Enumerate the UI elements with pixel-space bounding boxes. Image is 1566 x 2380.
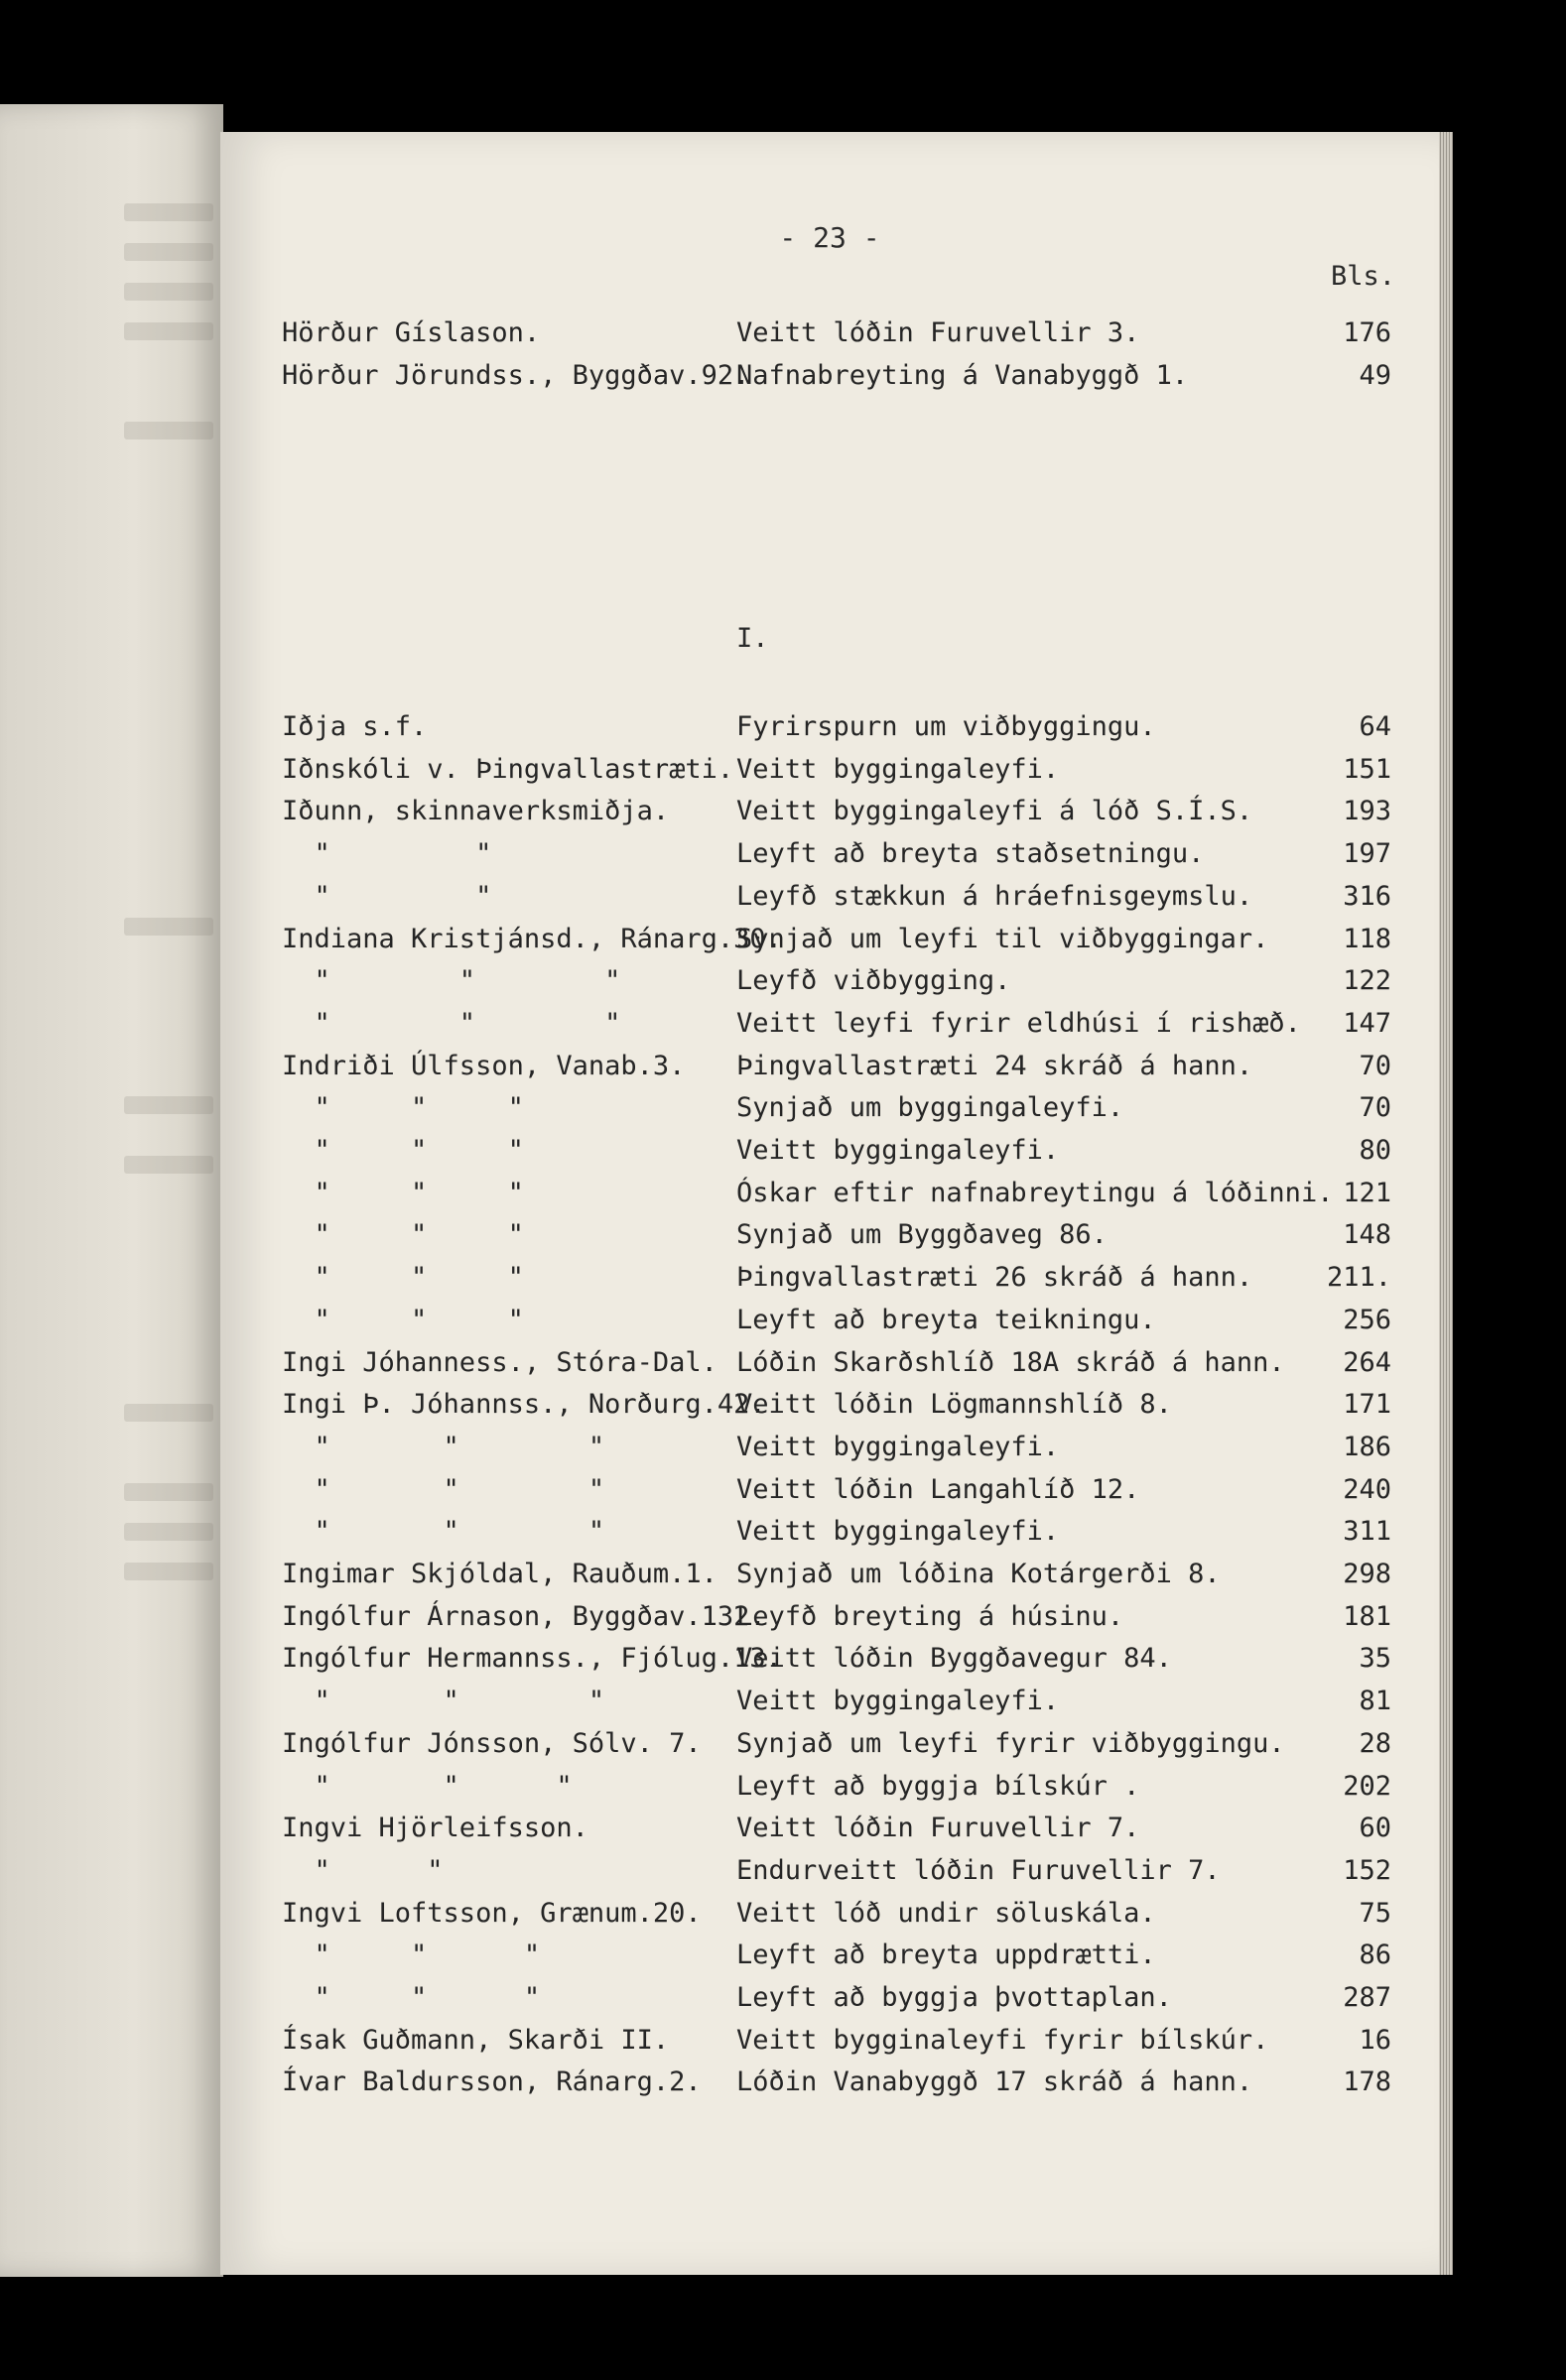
entry-name: Iðunn, skinnaverksmiðja. [282, 796, 670, 827]
entry-page-ref: 80 [1359, 1135, 1391, 1166]
entry-name: Ingvi Hjörleifsson. [282, 1813, 588, 1844]
index-entry-row [220, 1131, 1439, 1171]
entry-name: Ingvi Loftsson, Grænum.20. [282, 1897, 702, 1929]
entry-name: Indiana Kristjánsd., Ránarg.30. [282, 923, 782, 954]
entry-page-ref: 86 [1359, 1940, 1391, 1971]
entry-name: Hörður Jörundss., Byggðav.92. [282, 359, 750, 391]
entry-page-ref: 176 [1343, 317, 1391, 348]
index-entry-row [220, 707, 1439, 747]
entry-description: Fyrirspurn um viðbyggingu. [736, 711, 1156, 742]
entry-description: Veitt leyfi fyrir eldhúsi í rishæð. [736, 1007, 1301, 1039]
index-entry-row [220, 1088, 1439, 1128]
entry-description: Veitt lóðin Furuvellir 7. [736, 1813, 1140, 1844]
entry-name: " " " [282, 1770, 573, 1802]
entry-name: " " " [282, 1219, 524, 1251]
entry-name: Ísak Guðmann, Skarði II. [282, 2024, 670, 2056]
index-entry-row [220, 1724, 1439, 1764]
index-entry-row [220, 1004, 1439, 1044]
index-entry-row [220, 920, 1439, 959]
entry-description: Leyft að breyta teikningu. [736, 1304, 1156, 1335]
show-through-text [124, 1096, 213, 1114]
entry-page-ref: 193 [1343, 796, 1391, 827]
entry-description: Óskar eftir nafnabreytingu á lóðinni. [736, 1177, 1334, 1208]
index-entry-row [220, 1894, 1439, 1934]
entry-description: Leyft að breyta uppdrætti. [736, 1940, 1156, 1971]
show-through-text [124, 1404, 213, 1422]
show-through-text [124, 1483, 213, 1501]
index-entry-row [220, 1428, 1439, 1467]
index-entry-row [220, 1936, 1439, 1975]
entry-page-ref: 186 [1343, 1431, 1391, 1462]
entry-page-ref: 147 [1343, 1007, 1391, 1039]
entry-name: " " [282, 880, 492, 912]
entry-description: Leyft að byggja þvottaplan. [736, 1982, 1172, 2013]
entry-description: Veitt lóðin Byggðavegur 84. [736, 1643, 1172, 1675]
index-entry-row [220, 1258, 1439, 1298]
entry-description: Endurveitt lóðin Furuvellir 7. [736, 1854, 1221, 1886]
index-entry-row [220, 1385, 1439, 1425]
show-through-text [124, 203, 213, 221]
index-entry-row [220, 1047, 1439, 1086]
show-through-text [124, 243, 213, 261]
index-entry-row [220, 1639, 1439, 1679]
entry-description: Veitt byggingaleyfi. [736, 1516, 1060, 1548]
entry-description: Leyft að breyta staðsetningu. [736, 838, 1205, 870]
entry-name: Ingólfur Jónsson, Sólv. 7. [282, 1727, 702, 1759]
index-entry-row [220, 1174, 1439, 1213]
entry-page-ref: 151 [1343, 753, 1391, 785]
entry-page-ref: 240 [1343, 1473, 1391, 1505]
entry-description: Synjað um Byggðaveg 86. [736, 1219, 1108, 1251]
entry-page-ref: 152 [1343, 1854, 1391, 1886]
entry-page-ref: 178 [1343, 2067, 1391, 2098]
index-entry-row [220, 1978, 1439, 2018]
entry-description: Synjað um byggingaleyfi. [736, 1092, 1124, 1124]
page-number: - 23 - [779, 221, 880, 254]
entry-page-ref: 311 [1343, 1516, 1391, 1548]
entry-description: Leyfð stækkun á hráefnisgeymslu. [736, 880, 1253, 912]
index-entry-row [220, 792, 1439, 831]
show-through-text [124, 918, 213, 936]
entry-page-ref: 256 [1343, 1304, 1391, 1335]
entry-name: Ingólfur Árnason, Byggðav.132. [282, 1600, 766, 1632]
entry-page-ref: 70 [1359, 1050, 1391, 1081]
index-entry-row [220, 2063, 1439, 2102]
entry-page-ref: 35 [1359, 1643, 1391, 1675]
show-through-text [124, 1523, 213, 1541]
entry-description: Lóðin Skarðshlíð 18A skráð á hann. [736, 1346, 1285, 1378]
entry-name: Indriði Úlfsson, Vanab.3. [282, 1050, 686, 1081]
entry-page-ref: 264 [1343, 1346, 1391, 1378]
index-entry-row [220, 1767, 1439, 1807]
index-entry-row [220, 356, 1439, 396]
show-through-text [124, 322, 213, 340]
entry-page-ref: 64 [1359, 711, 1391, 742]
entry-page-ref: 181 [1343, 1600, 1391, 1632]
entry-description: Synjað um leyfi fyrir viðbyggingu. [736, 1727, 1285, 1759]
entry-name: Ívar Baldursson, Ránarg.2. [282, 2067, 702, 2098]
entry-description: Veitt byggingaleyfi. [736, 753, 1060, 785]
index-entry-row [220, 1215, 1439, 1255]
entry-name: " " " [282, 1135, 524, 1166]
entry-name: " " [282, 838, 492, 870]
entry-description: Veitt byggingaleyfi. [736, 1135, 1060, 1166]
entry-name: " " " [282, 1304, 524, 1335]
page-column-header: Bls. [1330, 261, 1395, 292]
entry-name: " " " [282, 1473, 605, 1505]
entry-description: Synjað um leyfi til viðbyggingar. [736, 923, 1269, 954]
entry-description: Þingvallastræti 26 skráð á hann. [736, 1262, 1253, 1294]
entry-description: Leyft að byggja bílskúr . [736, 1770, 1140, 1802]
index-entry-row [220, 877, 1439, 917]
entry-page-ref: 49 [1359, 359, 1391, 391]
entry-name: " " " [282, 1940, 541, 1971]
entry-description: Lóðin Vanabyggð 17 skráð á hann. [736, 2067, 1253, 2098]
entry-page-ref: 75 [1359, 1897, 1391, 1929]
entry-page-ref: 298 [1343, 1559, 1391, 1589]
entry-page-ref: 202 [1343, 1770, 1391, 1802]
entry-page-ref: 70 [1359, 1092, 1391, 1124]
entry-name: " " " [282, 1686, 605, 1717]
index-entry-row [220, 1851, 1439, 1891]
index-entry-row [220, 313, 1439, 353]
entry-description: Synjað um lóðina Kotárgerði 8. [736, 1559, 1221, 1589]
entry-name: Ingi Jóhanness., Stóra-Dal. [282, 1346, 718, 1378]
show-through-text [124, 1156, 213, 1174]
index-entry-row [220, 1512, 1439, 1552]
index-entry-row [220, 2021, 1439, 2061]
index-entry-row [220, 1343, 1439, 1383]
index-entry-row [220, 750, 1439, 790]
document-page [220, 132, 1439, 2275]
entry-description: Veitt bygginaleyfi fyrir bílskúr. [736, 2024, 1269, 2056]
entry-name: " " " [282, 1007, 621, 1039]
entry-description: Þingvallastræti 24 skráð á hann. [736, 1050, 1253, 1081]
entry-description: Nafnabreyting á Vanabyggð 1. [736, 359, 1189, 391]
show-through-text [124, 1563, 213, 1580]
entry-name: " " " [282, 1262, 524, 1294]
entry-page-ref: 122 [1343, 965, 1391, 997]
index-entry-row [220, 1682, 1439, 1721]
entry-description: Veitt lóðin Langahlíð 12. [736, 1473, 1140, 1505]
entry-description: Leyfð viðbygging. [736, 965, 1011, 997]
entry-description: Veitt byggingaleyfi. [736, 1431, 1060, 1462]
entry-description: Leyfð breyting á húsinu. [736, 1600, 1124, 1632]
entry-page-ref: 211. [1326, 1262, 1391, 1294]
section-letter: I. [736, 623, 769, 654]
entry-name: Ingólfur Hermannss., Fjólug.13. [282, 1643, 782, 1675]
index-entry-row [220, 1809, 1439, 1848]
entry-description: Veitt lóðin Furuvellir 3. [736, 317, 1140, 348]
index-entry-row [220, 1555, 1439, 1594]
entry-name: " " " [282, 1431, 605, 1462]
entry-name: Ingi Þ. Jóhannss., Norðurg.42. [282, 1389, 766, 1421]
show-through-text [124, 283, 213, 301]
entry-description: Veitt lóðin Lögmannshlíð 8. [736, 1389, 1172, 1421]
entry-name: Ingimar Skjóldal, Rauðum.1. [282, 1559, 718, 1589]
entry-name: " " " [282, 1982, 541, 2013]
entry-page-ref: 118 [1343, 923, 1391, 954]
entry-name: Hörður Gíslason. [282, 317, 541, 348]
facing-page [0, 104, 223, 2277]
entry-page-ref: 148 [1343, 1219, 1391, 1251]
index-entry-row [220, 834, 1439, 874]
entry-description: Veitt byggingaleyfi. [736, 1686, 1060, 1717]
entry-name: " " " [282, 1092, 524, 1124]
entry-page-ref: 287 [1343, 1982, 1391, 2013]
entry-page-ref: 171 [1343, 1389, 1391, 1421]
entry-name: " " " [282, 1516, 605, 1548]
index-entry-row [220, 961, 1439, 1001]
entry-page-ref: 316 [1343, 880, 1391, 912]
entry-name: " " [282, 1854, 444, 1886]
entry-name: Iðnskóli v. Þingvallastræti. [282, 753, 734, 785]
show-through-text [124, 422, 213, 439]
entry-page-ref: 121 [1343, 1177, 1391, 1208]
index-entry-row [220, 1301, 1439, 1340]
entry-name: Iðja s.f. [282, 711, 428, 742]
entry-description: Veitt byggingaleyfi á lóð S.Í.S. [736, 796, 1253, 827]
entry-page-ref: 28 [1359, 1727, 1391, 1759]
entry-page-ref: 60 [1359, 1813, 1391, 1844]
entry-page-ref: 16 [1359, 2024, 1391, 2056]
index-entry-row [220, 1470, 1439, 1510]
entry-name: " " " [282, 1177, 524, 1208]
entry-description: Veitt lóð undir söluskála. [736, 1897, 1156, 1929]
entry-page-ref: 197 [1343, 838, 1391, 870]
entry-page-ref: 81 [1359, 1686, 1391, 1717]
entry-name: " " " [282, 965, 621, 997]
index-entry-row [220, 1597, 1439, 1637]
